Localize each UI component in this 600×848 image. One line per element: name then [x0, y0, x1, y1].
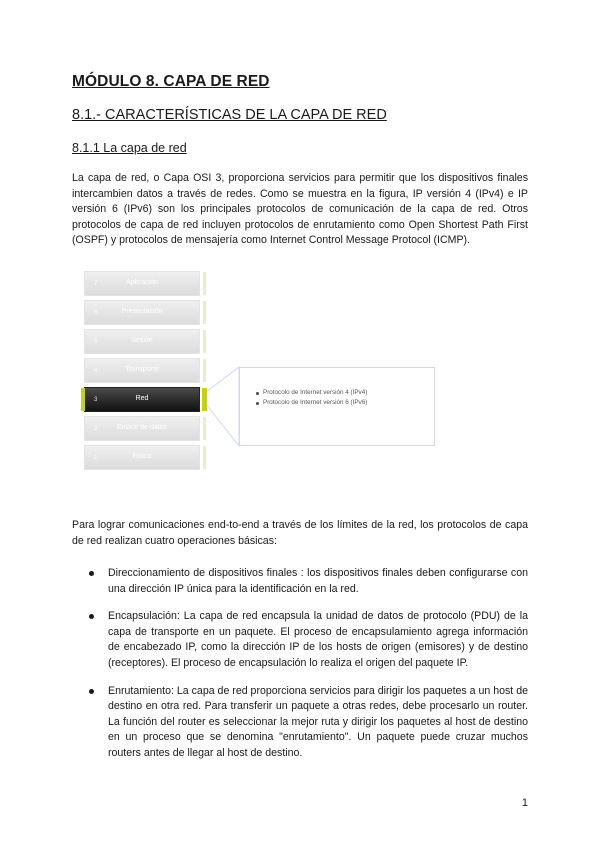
callout-item — [255, 389, 431, 397]
bullet-icon — [89, 571, 94, 576]
layer-label: Aplicación — [126, 279, 158, 286]
page-number: 1 — [521, 797, 528, 809]
layer-label: Red — [135, 395, 149, 402]
layer-number: 1 — [94, 455, 98, 461]
layer-number: 5 — [94, 339, 98, 345]
osi-layer-2 — [84, 416, 200, 441]
list-item-text: Enrutamiento: La capa de red proporciona servicios para dirigir los paquetes a un host de destino en otra red. Para transferir un paquete a otras redes, debe procesarlo un router. La función del router es seleccionar la mejor ruta y dirigir los paquetes al host de destino en un proceso que se denomina "enrutamiento". Un paquete puede cruzar muchos routers antes de llegar al host de destino. — [108, 684, 528, 759]
layer-number: 2 — [94, 426, 98, 432]
callout-item-text: Protocolo de Internet versión 6 (IPv6) — [263, 399, 368, 406]
layer-rail — [203, 446, 206, 469]
osi-layer-6 — [84, 300, 200, 325]
callout-list — [255, 389, 431, 409]
layer-number: 7 — [94, 281, 98, 287]
layer-label: Presentación — [121, 308, 163, 315]
osi-layer-stack — [84, 268, 206, 480]
operations-list — [72, 566, 528, 774]
list-item-text: Encapsulación: La capa de red encapsula la unidad de datos de protocolo (PDU) de la capa de transporte en un paquete. El proceso de encapsulamiento agrega información de encabezado IP, como la dirección IP de los hosts de origen (emisores) y de destino (receptores). El proceso de encapsulación lo realiza el origen del paquete IP. — [108, 610, 528, 669]
layer-rail — [203, 417, 206, 440]
list-item — [72, 684, 528, 762]
section-heading: 8.1.- CARACTERÍSTICAS DE LA CAPA DE RED — [72, 107, 387, 123]
osi-layer-1 — [84, 445, 200, 470]
intro-paragraph: La capa de red, o Capa OSI 3, proporciona servicios para permitir que los dispositivos finales intercambien datos a través de redes. Como se muestra en la figura, IP versión 4 (IPv4) e IP versión 6 (IPv6) son los principales protocolos de comunicación de la capa de red. Otros protocolos de capa de red incluyen protocolos de enrutamiento como Open Shortest Path First (OSPF) y protocolos de mensajería como Internet Control Message Protocol (ICMP). — [72, 172, 528, 247]
layer-rail — [202, 388, 207, 411]
list-item — [72, 566, 528, 597]
layer-rail — [203, 330, 206, 353]
subsection-heading: 8.1.1 La capa de red — [72, 141, 187, 155]
bullet-icon — [89, 689, 94, 694]
operations-intro-paragraph: Para lograr comunicaciones end-to-end a través de los límites de la red, los protocolos de capa de red realizan cuatro operaciones básicas: — [72, 519, 528, 547]
module-title: MÓDULO 8. CAPA DE RED — [72, 73, 270, 90]
bullet-icon — [256, 402, 259, 405]
list-item — [72, 609, 528, 671]
layer-rail — [203, 359, 206, 382]
layer-label: Transporte — [125, 366, 159, 373]
network-layer-callout — [239, 367, 435, 446]
layer-number: 6 — [94, 310, 98, 316]
bullet-icon — [256, 392, 259, 395]
osi-model-figure — [84, 268, 436, 480]
layer-label: Sesión — [131, 337, 153, 344]
layer-label: Enlace de datos — [116, 424, 168, 431]
callout-connector — [206, 367, 239, 446]
layer-label: Física — [132, 453, 152, 460]
bullet-icon — [89, 614, 94, 619]
layer-rail — [203, 272, 206, 295]
osi-layer-4 — [84, 358, 200, 383]
layer-number: 4 — [94, 368, 98, 374]
callout-item — [255, 399, 431, 407]
layer-rail — [203, 301, 206, 324]
osi-layer-7 — [84, 271, 200, 296]
osi-layer-3-active — [84, 387, 200, 412]
layer-number: 3 — [94, 397, 98, 403]
osi-layer-5 — [84, 329, 200, 354]
callout-item-text: Protocolo de Internet versión 4 (IPv4) — [263, 389, 368, 396]
list-item-text: Direccionamiento de dispositivos finales : los dispositivos finales deben configurarse con una dirección IP única para la identificación en la red. — [108, 567, 528, 595]
